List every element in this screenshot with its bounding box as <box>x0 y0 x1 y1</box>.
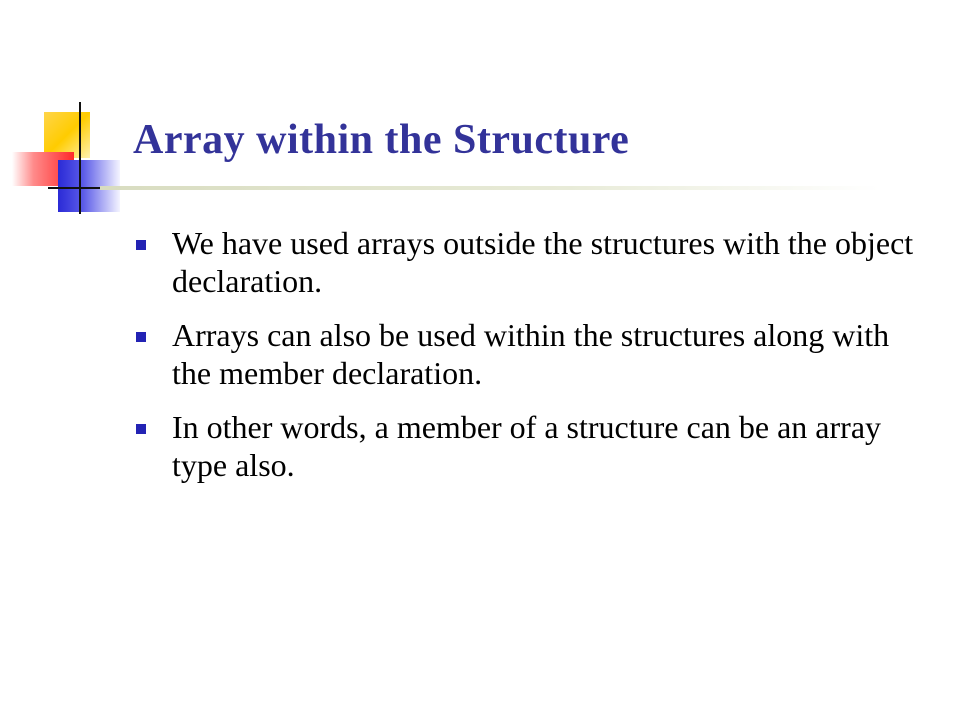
bullet-text: We have used arrays outside the structures with the object declaration. <box>172 225 914 299</box>
bullet-item <box>135 316 935 392</box>
title-underline <box>100 186 880 190</box>
square-bullet-icon <box>136 332 146 342</box>
square-bullet-icon <box>136 424 146 434</box>
logo-horizontal-line <box>48 187 106 189</box>
logo-vertical-line <box>79 102 81 214</box>
slide-title: Array within the Structure <box>133 117 630 163</box>
bullet-text: Arrays can also be used within the structures along with the member declaration. <box>172 317 890 391</box>
slide-logo-icon <box>0 0 140 230</box>
bullet-item <box>135 408 935 484</box>
bullet-list <box>135 224 935 500</box>
bullet-text: In other words, a member of a structure can be an array type also. <box>172 409 882 483</box>
square-bullet-icon <box>136 240 146 250</box>
bullet-item <box>135 224 935 300</box>
